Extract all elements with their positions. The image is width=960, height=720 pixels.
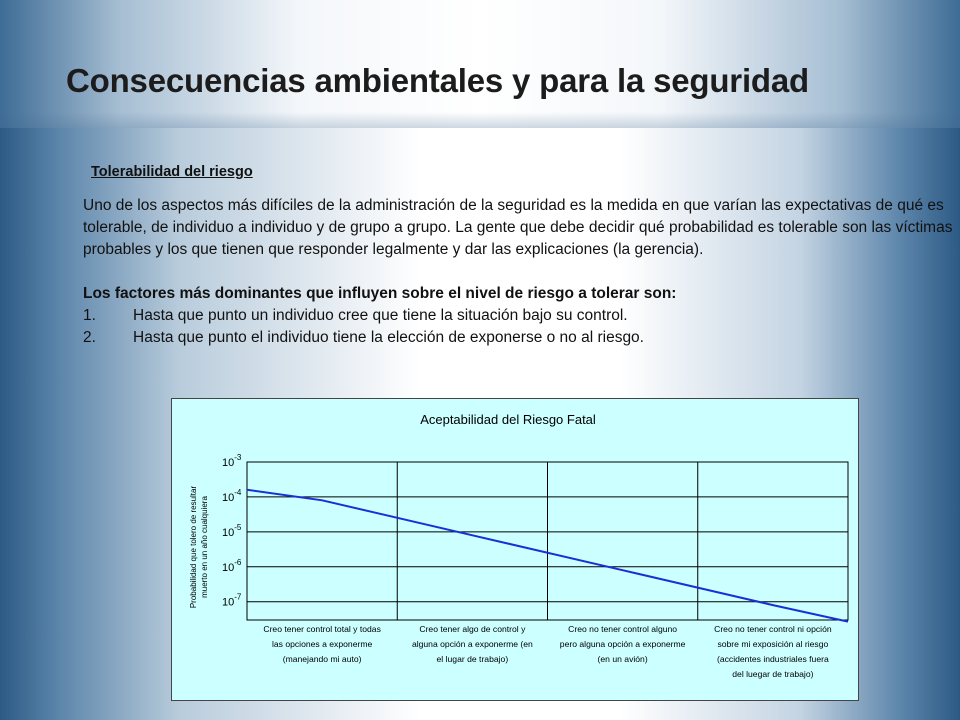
y-axis-label-group [189,486,209,609]
slide-content [83,161,953,349]
y-tick-label: $10^{-3}$ [222,453,242,469]
factors-heading: Los factores más dominantes que influyen sobre el nivel de riesgo a tolerar son: [83,285,677,302]
category-label: las opciones a exponerme [271,639,373,649]
chart-title: Aceptabilidad del Riesgo Fatal [420,412,596,427]
category-label: alguna opción a exponerme (en [411,639,533,649]
category-label: pero alguna opción a exponerme [559,639,686,649]
page-title: Consecuencias ambientales y para la seguridad [66,62,809,99]
y-axis-label-line: muerto en un año cualquiera [200,496,209,598]
category-label: Creo tener algo de control y [419,624,526,634]
category-label: sobre mi exposición al riesgo [717,639,829,649]
category-label: Creo tener control total y todas [263,624,381,634]
category-labels [263,624,831,679]
category-label: del luegar de trabajo) [732,669,814,679]
factor-text: Hasta que punto el individuo tiene la elección de exponerse o no al riesgo. [133,329,644,346]
y-tick-labels [222,453,242,609]
factor-item [83,305,953,327]
factor-text: Hasta que punto un individuo cree que tiene la situación bajo su control. [133,307,628,324]
category-label: Creo no tener control ni opción [714,624,832,634]
category-label: Creo no tener control alguno [568,624,678,634]
y-axis-label-line: Probabilidad que tolero de resultar [189,485,198,609]
y-tick-label: $10^{-4}$ [222,487,242,504]
y-tick-label: $10^{-5}$ [222,522,242,539]
subheading: Tolerabilidad del riesgo [91,164,253,180]
y-tick-label: $10^{-7}$ [222,592,242,609]
factor-number: 2. [83,329,96,346]
category-label: (accidentes industriales fuera [716,654,829,664]
intro-paragraph: Uno de los aspectos más difíciles de la administración de la seguridad es la medida en que varían las expectativas de qué es tolerable, de individuo a individuo y de grupo a grupo. La gente que debe decidir qué probabilidad es tolerable son las víctimas probables y los que tienen que responder legalmente y dar las explicaciones (la gerencia). [83,197,953,258]
risk-chart [171,398,859,701]
factor-item [83,327,953,349]
risk-chart-svg [172,399,858,700]
category-label: (manejando mi auto) [282,654,362,664]
factor-number: 1. [83,307,96,324]
category-label: el lugar de trabajo) [436,654,509,664]
y-tick-label: $10^{-6}$ [222,557,242,574]
category-label: (en un avión) [597,654,648,664]
grid-layer [247,462,848,620]
y-axis-label [189,486,209,609]
